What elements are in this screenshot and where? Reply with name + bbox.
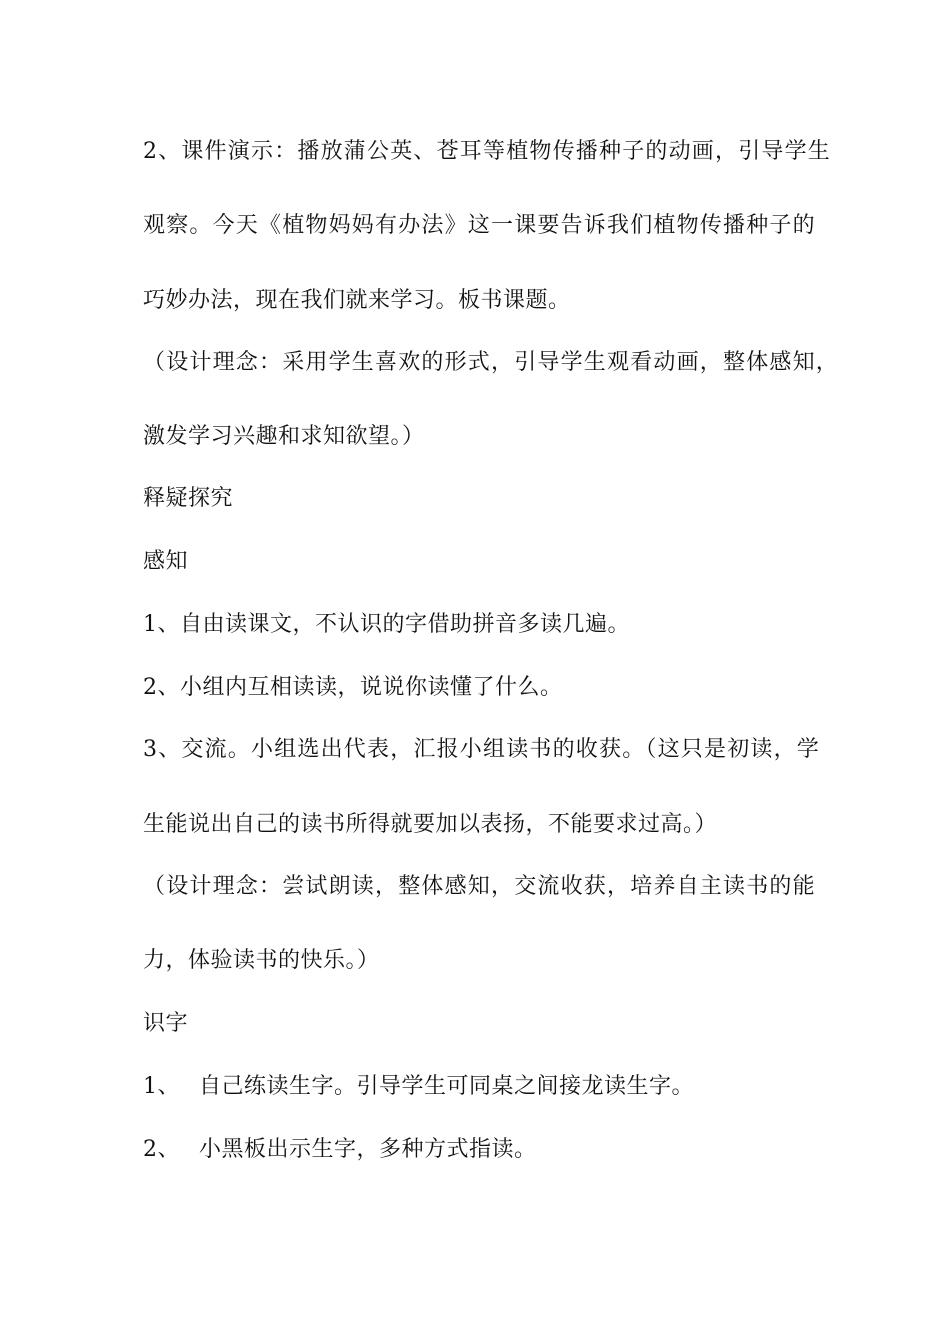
section-heading: 感知 — [143, 549, 189, 574]
list-item-continued: 生能说出自己的读书所得就要加以表扬，不能要求过高。） — [143, 812, 718, 837]
design-note-line: 激发学习兴趣和求知欲望。） — [143, 424, 425, 449]
list-item — [143, 1135, 823, 1165]
paragraph-line: 观察。今天《植物妈妈有办法》这一课要告诉我们植物传播种子的 — [143, 213, 816, 238]
section-heading: 识字 — [143, 1011, 189, 1036]
list-item: 3、交流。小组选出代表，汇报小组读书的收获。（这只是初读，学 — [143, 737, 820, 762]
list-number: 1、 — [143, 1074, 180, 1099]
list-text: 小黑板出示生字，多种方式指读。 — [199, 1137, 537, 1162]
paragraph-line: 巧妙办法，现在我们就来学习。板书课题。 — [143, 288, 571, 313]
list-number: 2、 — [143, 1137, 180, 1162]
design-note-line: （设计理念：尝试朗读，整体感知，交流收获，培养自主读书的能 — [143, 874, 816, 899]
paragraph-line: 2、课件演示：播放蒲公英、苍耳等植物传播种子的动画，引导学生 — [143, 139, 831, 164]
list-item: 2、小组内互相读读，说说你读懂了什么。 — [143, 675, 563, 700]
design-note-line: 力，体验读书的快乐。） — [143, 948, 380, 973]
section-heading: 释疑探究 — [143, 486, 234, 511]
list-item: 1、自由读课文，不认识的字借助拼音多读几遍。 — [143, 612, 630, 637]
design-note-line: （设计理念：采用学生喜欢的形式，引导学生观看动画，整体感知， — [143, 350, 840, 375]
list-item — [143, 1072, 823, 1102]
list-text: 自己练读生字。引导学生可同桌之间接龙读生字。 — [199, 1074, 695, 1099]
